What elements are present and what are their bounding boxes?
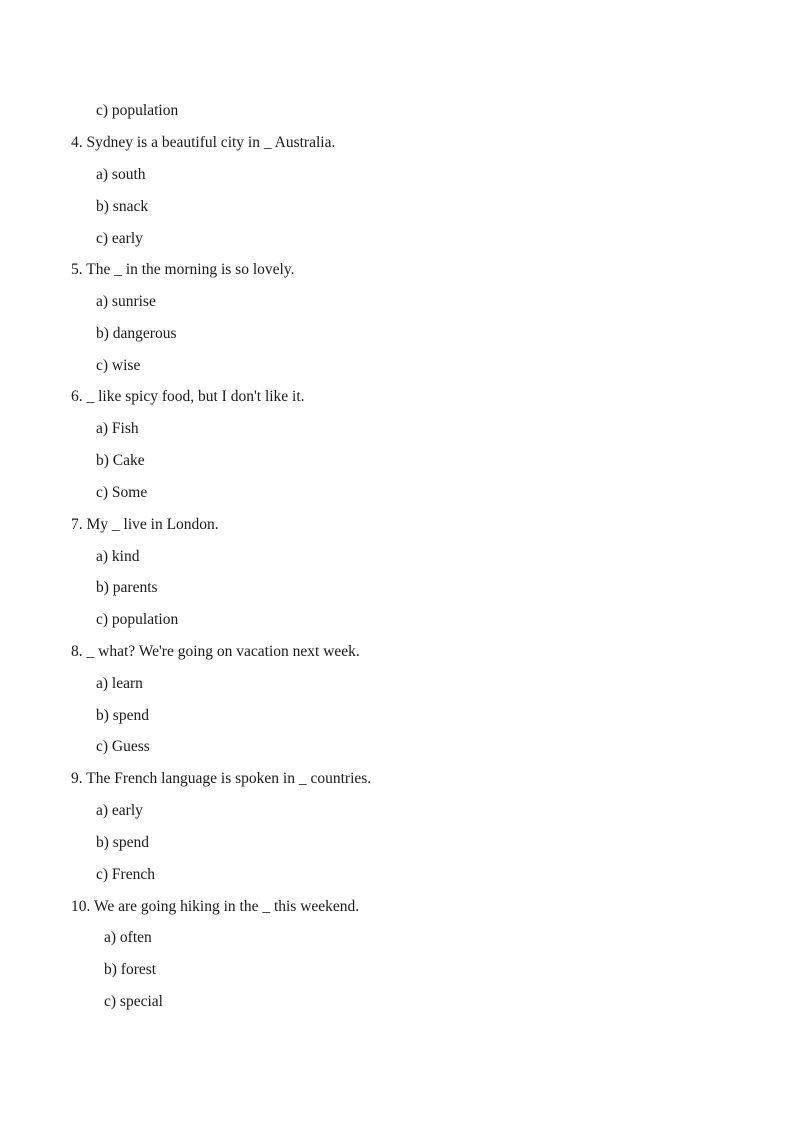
option-10c: c) special	[104, 993, 163, 1010]
option-9b: b) spend	[96, 834, 149, 851]
option-5b: b) dangerous	[96, 325, 177, 342]
question-6: 6. _ like spicy food, but I don't like it.	[71, 388, 305, 405]
option-5c: c) wise	[96, 357, 141, 374]
option-10b: b) forest	[104, 961, 157, 978]
option-7a: a) kind	[96, 548, 140, 565]
option-4b: b) snack	[96, 198, 149, 215]
option-7c: c) population	[96, 611, 179, 628]
option-10a: a) often	[104, 929, 152, 946]
option-8a: a) learn	[96, 675, 143, 692]
option-6c: c) Some	[96, 484, 148, 501]
question-8: 8. _ what? We're going on vacation next week.	[71, 643, 360, 660]
question-5: 5. The _ in the morning is so lovely.	[71, 261, 295, 278]
option-8b: b) spend	[96, 707, 149, 724]
option-7b: b) parents	[96, 579, 158, 596]
question-10: 10. We are going hiking in the _ this weekend.	[71, 898, 360, 915]
option-3c: c) population	[96, 102, 179, 119]
question-9: 9. The French language is spoken in _ countries.	[71, 770, 372, 787]
option-9c: c) French	[96, 866, 155, 883]
option-9a: a) early	[96, 802, 143, 819]
option-6a: a) Fish	[96, 420, 139, 437]
option-6b: b) Cake	[96, 452, 145, 469]
option-4c: c) early	[96, 230, 143, 247]
option-8c: c) Guess	[96, 738, 150, 755]
question-4: 4. Sydney is a beautiful city in _ Australia.	[71, 134, 336, 151]
question-7: 7. My _ live in London.	[71, 516, 219, 533]
option-5a: a) sunrise	[96, 293, 156, 310]
option-4a: a) south	[96, 166, 146, 183]
